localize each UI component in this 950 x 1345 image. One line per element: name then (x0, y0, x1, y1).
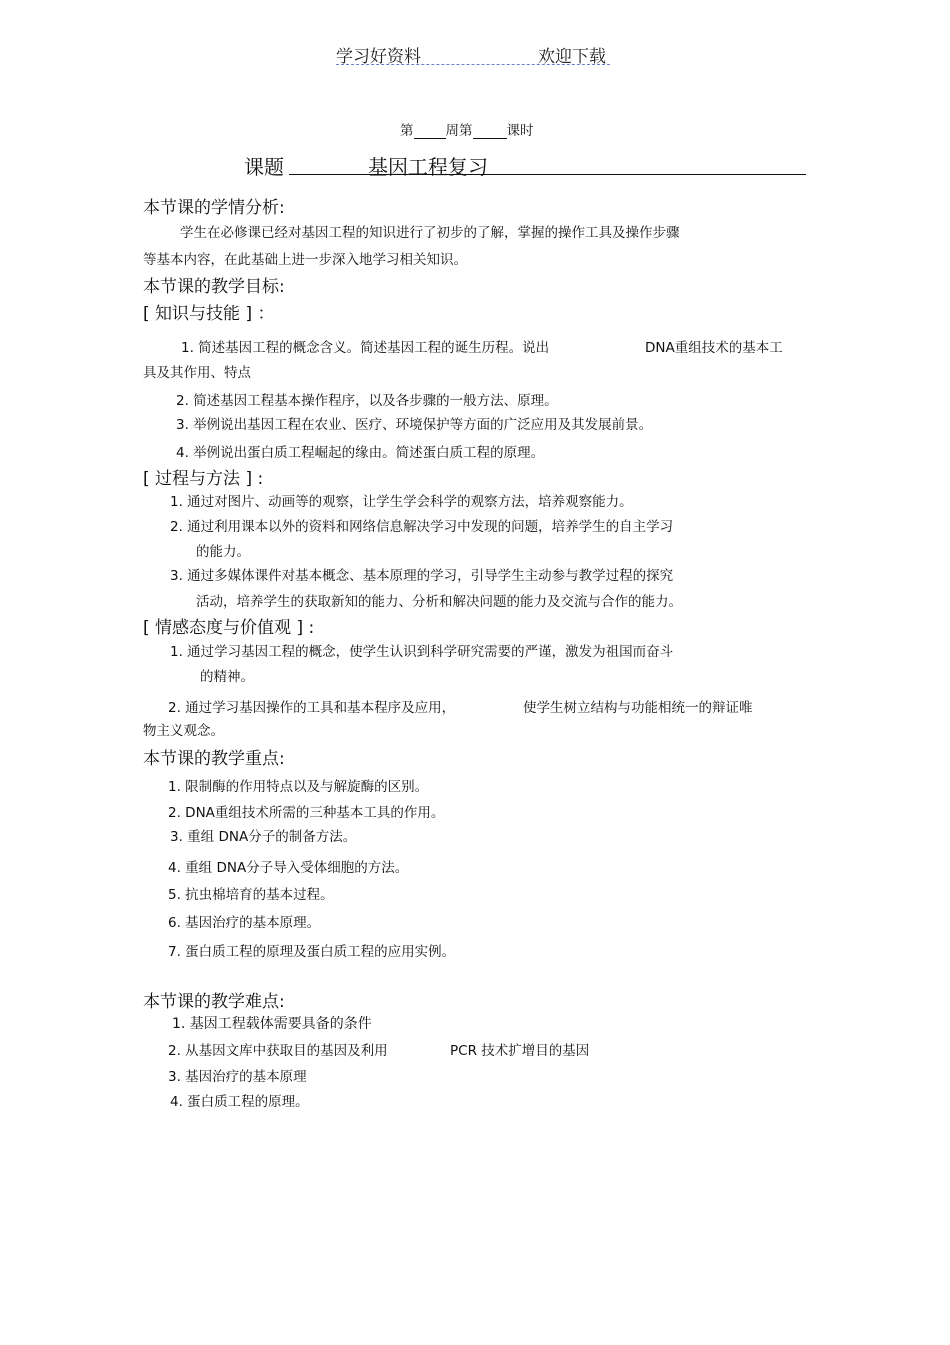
class-hour-label: 课时 (506, 123, 534, 139)
process-item-3-cont: 活动，培养学生的获取新知的能力、分析和解决问题的能力及交流与合作的能力。 (196, 594, 682, 610)
difficulty-item-3: 3. 基因治疗的基本原理 (168, 1069, 307, 1085)
key-point-item: 5. 抗虫棉培育的基本过程。 (168, 887, 334, 903)
week-blank (414, 124, 446, 139)
analysis-heading: 本节课的学情分析: (143, 198, 285, 218)
difficulty-item-1: 1. 基因工程载体需要具备的条件 (172, 1016, 372, 1032)
goals-heading: 本节课的教学目标: (143, 277, 285, 297)
process-item-1: 1. 通过对图片、动画等的观察，让学生学会科学的观察方法，培养观察能力。 (170, 494, 633, 510)
knowledge-item-3: 3. 举例说出基因工程在农业、医疗、环境保护等方面的广泛应用及其发展前景。 (176, 417, 653, 433)
knowledge-item-1b: DNA重组技术的基本工 (645, 340, 783, 356)
week-period-line (400, 119, 534, 139)
key-point-item: 3. 重组 DNA分子的制备方法。 (170, 829, 357, 845)
difficulties-heading: 本节课的教学难点: (143, 992, 285, 1012)
key-points-heading: 本节课的教学重点: (143, 749, 285, 769)
knowledge-heading: [ 知识与技能 ] ： (143, 304, 275, 324)
attitude-heading: [ 情感态度与价值观 ] : (143, 618, 315, 638)
key-point-item: 4. 重组 DNA分子导入受体细胞的方法。 (168, 860, 409, 876)
attitude-item-1-cont: 的精神。 (200, 669, 254, 685)
process-item-2: 2. 通过利用课本以外的资料和网络信息解决学习中发现的问题，培养学生的自主学习 (170, 519, 674, 535)
knowledge-item-1a: 1. 简述基因工程的概念含义。简述基因工程的诞生历程。说出 (181, 340, 550, 356)
lesson-title-label: 课题 (244, 155, 284, 179)
difficulty-item-4: 4. 蛋白质工程的原理。 (170, 1094, 309, 1110)
attitude-item-2a: 2. 通过学习基因操作的工具和基本程序及应用， (168, 700, 456, 716)
knowledge-item-1-cont: 具及其作用、特点 (143, 365, 251, 381)
analysis-line-1: 学生在必修课已经对基因工程的知识进行了初步的了解，掌握的操作工具及操作步骤 (180, 225, 680, 241)
knowledge-item-4: 4. 举例说出蛋白质工程崛起的缘由。简述蛋白质工程的原理。 (176, 445, 545, 461)
key-point-item: 1. 限制酶的作用特点以及与解旋酶的区别。 (168, 779, 429, 795)
key-point-item: 7. 蛋白质工程的原理及蛋白质工程的应用实例。 (168, 944, 456, 960)
attitude-item-1: 1. 通过学习基因工程的概念，使学生认识到科学研究需要的严谨，激发为祖国而奋斗 (170, 644, 674, 660)
process-heading: [ 过程与方法 ] : (143, 469, 264, 489)
attitude-item-2-cont: 物主义观念。 (143, 723, 224, 739)
lesson-title-value: 基因工程复习 (368, 155, 488, 179)
difficulty-item-2a: 2. 从基因文库中获取目的基因及利用 (168, 1043, 388, 1059)
attitude-item-2b: 使学生树立结构与功能相统一的辩证唯 (523, 700, 753, 716)
header-right-text: 欢迎下载 (538, 47, 606, 67)
period-label: 周第 (445, 123, 473, 139)
key-point-item: 2. DNA重组技术所需的三种基本工具的作用。 (168, 805, 445, 821)
process-item-3: 3. 通过多媒体课件对基本概念、基本原理的学习，引导学生主动参与教学过程的探究 (170, 568, 674, 584)
difficulty-item-2b: PCR 技术扩增目的基因 (450, 1043, 590, 1059)
process-item-2-cont: 的能力。 (196, 544, 250, 560)
knowledge-item-2: 2. 简述基因工程基本操作程序，以及各步骤的一般方法、原理。 (176, 393, 558, 409)
period-blank (473, 124, 507, 139)
key-point-item: 6. 基因治疗的基本原理。 (168, 915, 321, 931)
lesson-title-underline (289, 174, 806, 175)
header-dashed-divider (336, 64, 610, 65)
week-label: 第 (400, 123, 414, 139)
analysis-line-2: 等基本内容，在此基础上进一步深入地学习相关知识。 (143, 252, 467, 268)
header-left-text: 学习好资料 (336, 47, 421, 67)
